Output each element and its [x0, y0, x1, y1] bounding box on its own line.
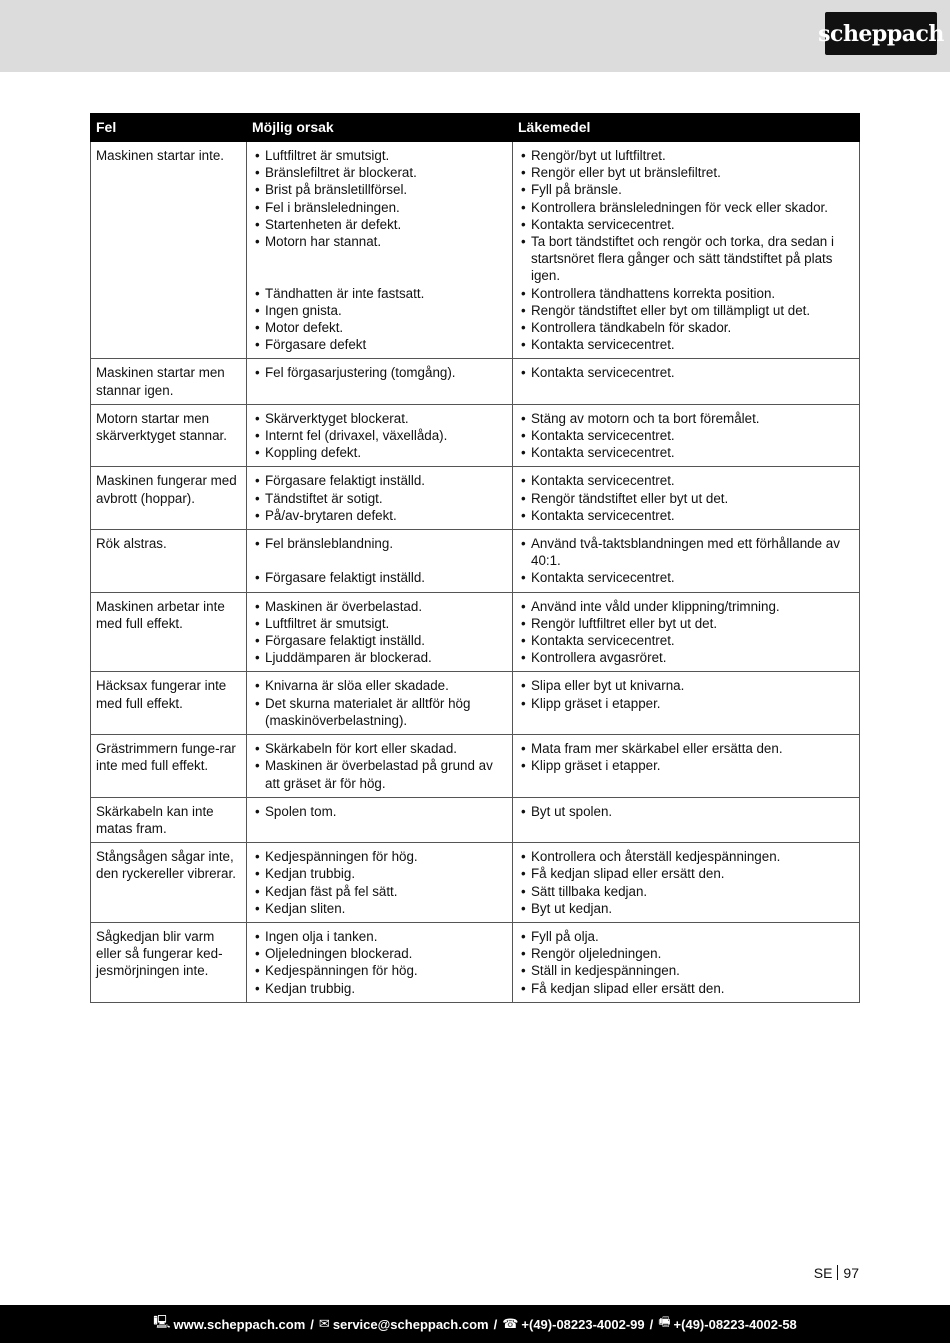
remedy-list: [518, 535, 854, 587]
remedy-item: • Mata fram mer skärkabel eller ersätta den.: [518, 740, 854, 757]
fault-cell: Maskinen fungerar med avbrott (hoppar).: [91, 467, 247, 530]
column-header-fault: Fel: [91, 114, 247, 142]
remedy-item: • Kontrollera och återställ kedjespänningen.: [518, 848, 854, 865]
cause-list: [252, 848, 507, 917]
cause-item: • Startenheten är defekt.: [252, 216, 507, 233]
remedy-item: • Kontakta servicecentret.: [518, 427, 854, 444]
cause-item: • Förgasare felaktigt inställd.: [252, 569, 507, 586]
table-row: [91, 359, 860, 404]
fault-cell: Skärkabeln kan inte matas fram.: [91, 797, 247, 842]
remedy-item: • Kontakta servicecentret.: [518, 444, 854, 461]
cause-item: • Fel bränsleblandning.: [252, 535, 507, 552]
remedy-cell: [513, 467, 860, 530]
cause-list: [252, 472, 507, 524]
cause-cell: [247, 735, 513, 798]
header-bar: [0, 0, 950, 72]
page-number-divider: [837, 1265, 838, 1280]
fault-cell: Stångsågen sågar inte, den ryckereller vibrerar.: [91, 843, 247, 923]
footer-separator: /: [649, 1316, 654, 1332]
cause-item: • Det skurna materialet är alltför hög (maskinöverbelastning).: [252, 695, 507, 729]
remedy-cell: [513, 797, 860, 842]
remedy-item: • Kontakta servicecentret.: [518, 216, 854, 233]
remedy-item: • Kontrollera bränsleledningen för veck eller skador.: [518, 199, 854, 216]
cause-list: [252, 364, 507, 381]
remedy-item: • Fyll på olja.: [518, 928, 854, 945]
phone-icon: ☎: [502, 1316, 519, 1331]
footer-separator: /: [493, 1316, 498, 1332]
cause-list: [252, 803, 507, 820]
remedy-item: • Få kedjan slipad eller ersätt den.: [518, 865, 854, 882]
remedy-cell: [513, 404, 860, 467]
remedy-item: • Sätt tillbaka kedjan.: [518, 883, 854, 900]
cause-item: • Skärkabeln för kort eller skadad.: [252, 740, 507, 757]
table-row: [91, 404, 860, 467]
cause-item: • Ingen gnista.: [252, 302, 507, 319]
cause-item: • Kedjan fäst på fel sätt.: [252, 883, 507, 900]
remedy-item: • Rengör tändstiftet eller byt ut det.: [518, 490, 854, 507]
table-header-row: [91, 114, 860, 142]
footer-fax: +(49)-08223-4002-58: [673, 1316, 797, 1332]
remedy-item: • Kontrollera tändhattens korrekta position.: [518, 285, 854, 302]
cause-cell: [247, 592, 513, 672]
cause-item: • Tändstiftet är sotigt.: [252, 490, 507, 507]
cause-item: • Kedjan trubbig.: [252, 980, 507, 997]
remedy-item: • Kontakta servicecentret.: [518, 336, 854, 353]
remedy-item: • Ta bort tändstiftet och rengör och torka, dra sedan i startsnöret flera gånger och sätt tändstiftet på plats igen.: [518, 233, 854, 285]
table-row: [91, 592, 860, 672]
cause-item: • Spolen tom.: [252, 803, 507, 820]
remedy-item: • Klipp gräset i etapper.: [518, 695, 854, 712]
table-row: [91, 922, 860, 1002]
remedy-item: • Kontakta servicecentret.: [518, 632, 854, 649]
cause-cell: [247, 530, 513, 593]
remedy-list: [518, 410, 854, 462]
cause-item: • Kedjan trubbig.: [252, 865, 507, 882]
column-header-cause: Möjlig orsak: [247, 114, 513, 142]
table-row: [91, 142, 860, 359]
table-row: [91, 530, 860, 593]
table-row: [91, 797, 860, 842]
table-row: [91, 467, 860, 530]
remedy-cell: [513, 592, 860, 672]
remedy-item: • Kontakta servicecentret.: [518, 507, 854, 524]
remedy-item: • Rengör tändstiftet eller byt om tillämpligt ut det.: [518, 302, 854, 319]
remedy-item: • Rengör oljeledningen.: [518, 945, 854, 962]
cause-item: • Fel förgasarjustering (tomgång).: [252, 364, 507, 381]
cause-item: • Maskinen är överbelastad på grund av att gräset är för hög.: [252, 757, 507, 791]
cause-cell: [247, 922, 513, 1002]
cause-list: [252, 410, 507, 462]
remedy-item: • Använd inte våld under klippning/trimning.: [518, 598, 854, 615]
cause-item: • Tändhatten är inte fastsatt.: [252, 285, 507, 302]
remedy-item: • Slipa eller byt ut knivarna.: [518, 677, 854, 694]
fault-cell: Häcksax fungerar inte med full effekt.: [91, 672, 247, 735]
table-row: [91, 735, 860, 798]
cause-item: • Kedjespänningen för hög.: [252, 962, 507, 979]
cause-item: • På/av-brytaren defekt.: [252, 507, 507, 524]
remedy-list: [518, 848, 854, 917]
cause-item: • Maskinen är överbelastad.: [252, 598, 507, 615]
table-body: [91, 142, 860, 1003]
cause-list: [252, 740, 507, 792]
column-header-remedy: Läkemedel: [513, 114, 860, 142]
cause-item: • Ljuddämparen är blockerad.: [252, 649, 507, 666]
cause-item: • Förgasare felaktigt inställd.: [252, 472, 507, 489]
cause-item: • Ingen olja i tanken.: [252, 928, 507, 945]
cause-item: • Koppling defekt.: [252, 444, 507, 461]
remedy-cell: [513, 843, 860, 923]
cause-item: [252, 552, 507, 569]
remedy-item: • Rengör/byt ut luftfiltret.: [518, 147, 854, 164]
cause-item: • Brist på bränsletillförsel.: [252, 181, 507, 198]
footer-phone: +(49)-08223-4002-99: [521, 1316, 645, 1332]
cause-list: [252, 928, 507, 997]
cause-item: • Skärverktyget blockerat.: [252, 410, 507, 427]
remedy-item: • Kontrollera tändkabeln för skador.: [518, 319, 854, 336]
fault-cell: Rök alstras.: [91, 530, 247, 593]
remedy-list: [518, 677, 854, 711]
remedy-list: [518, 598, 854, 667]
computer-icon: 🖳: [153, 1314, 171, 1329]
remedy-cell: [513, 359, 860, 404]
remedy-list: [518, 740, 854, 774]
remedy-item: • Kontrollera avgasröret.: [518, 649, 854, 666]
remedy-item: • Byt ut kedjan.: [518, 900, 854, 917]
cause-cell: [247, 359, 513, 404]
table-row: [91, 843, 860, 923]
cause-cell: [247, 797, 513, 842]
cause-item: • Motor defekt.: [252, 319, 507, 336]
page-language: SE: [813, 1265, 833, 1281]
cause-item: [252, 267, 507, 284]
remedy-list: [518, 803, 854, 820]
fault-cell: Sågkedjan blir varm eller så fungerar ked-jesmörjningen inte.: [91, 922, 247, 1002]
page-number: [814, 1265, 859, 1281]
remedy-item: • Stäng av motorn och ta bort föremålet.: [518, 410, 854, 427]
mail-icon: ✉: [318, 1316, 330, 1331]
cause-list: [252, 598, 507, 667]
brand-logo: [818, 12, 944, 55]
remedy-item: • Fyll på bränsle.: [518, 181, 854, 198]
fault-cell: Maskinen arbetar inte med full effekt.: [91, 592, 247, 672]
remedy-item: • Klipp gräset i etapper.: [518, 757, 854, 774]
remedy-cell: [513, 672, 860, 735]
fax-icon: 🖷: [658, 1314, 671, 1329]
remedy-list: [518, 364, 854, 381]
remedy-item: • Byt ut spolen.: [518, 803, 854, 820]
cause-item: • Luftfiltret är smutsigt.: [252, 615, 507, 632]
cause-list: [252, 677, 507, 729]
remedy-list: [518, 928, 854, 997]
cause-list: [252, 535, 507, 587]
remedy-item: • Kontakta servicecentret.: [518, 472, 854, 489]
remedy-cell: [513, 922, 860, 1002]
table-row: [91, 672, 860, 735]
cause-item: • Knivarna är slöa eller skadade.: [252, 677, 507, 694]
cause-item: • Förgasare defekt: [252, 336, 507, 353]
brand-logo-text: scheppach: [818, 20, 944, 47]
cause-cell: [247, 142, 513, 359]
remedy-cell: [513, 530, 860, 593]
remedy-item: • Kontakta servicecentret.: [518, 569, 854, 586]
remedy-list: [518, 472, 854, 524]
page-number-value: 97: [843, 1265, 859, 1281]
footer-bar: [0, 1305, 950, 1343]
cause-cell: [247, 843, 513, 923]
cause-cell: [247, 404, 513, 467]
fault-cell: Maskinen startar inte.: [91, 142, 247, 359]
fault-cell: Grästrimmern funge-rar inte med full effekt.: [91, 735, 247, 798]
footer-separator: /: [310, 1316, 314, 1332]
remedy-cell: [513, 142, 860, 359]
cause-item: • Kedjan sliten.: [252, 900, 507, 917]
remedy-list: [518, 147, 854, 353]
cause-item: • Oljeledningen blockerad.: [252, 945, 507, 962]
cause-list: [252, 147, 507, 353]
remedy-item: • Rengör eller byt ut bränslefiltret.: [518, 164, 854, 181]
remedy-cell: [513, 735, 860, 798]
cause-item: • Kedjespänningen för hög.: [252, 848, 507, 865]
remedy-item: • Få kedjan slipad eller ersätt den.: [518, 980, 854, 997]
cause-item: • Internt fel (drivaxel, växellåda).: [252, 427, 507, 444]
cause-item: • Fel i bränsleledningen.: [252, 199, 507, 216]
footer-email-link[interactable]: service@scheppach.com: [332, 1316, 489, 1332]
cause-item: • Bränslefiltret är blockerat.: [252, 164, 507, 181]
cause-cell: [247, 467, 513, 530]
cause-item: • Motorn har stannat.: [252, 233, 507, 250]
fault-cell: Maskinen startar men stannar igen.: [91, 359, 247, 404]
remedy-item: • Ställ in kedjespänningen.: [518, 962, 854, 979]
remedy-item: • Använd två-taktsblandningen med ett förhållande av 40:1.: [518, 535, 854, 569]
remedy-item: • Rengör luftfiltret eller byt ut det.: [518, 615, 854, 632]
cause-item: • Luftfiltret är smutsigt.: [252, 147, 507, 164]
remedy-item: • Kontakta servicecentret.: [518, 364, 854, 381]
cause-item: [252, 250, 507, 267]
cause-cell: [247, 672, 513, 735]
cause-item: • Förgasare felaktigt inställd.: [252, 632, 507, 649]
troubleshooting-table: [90, 113, 860, 1003]
footer-website-link[interactable]: www.scheppach.com: [173, 1316, 306, 1332]
fault-cell: Motorn startar men skärverktyget stannar.: [91, 404, 247, 467]
